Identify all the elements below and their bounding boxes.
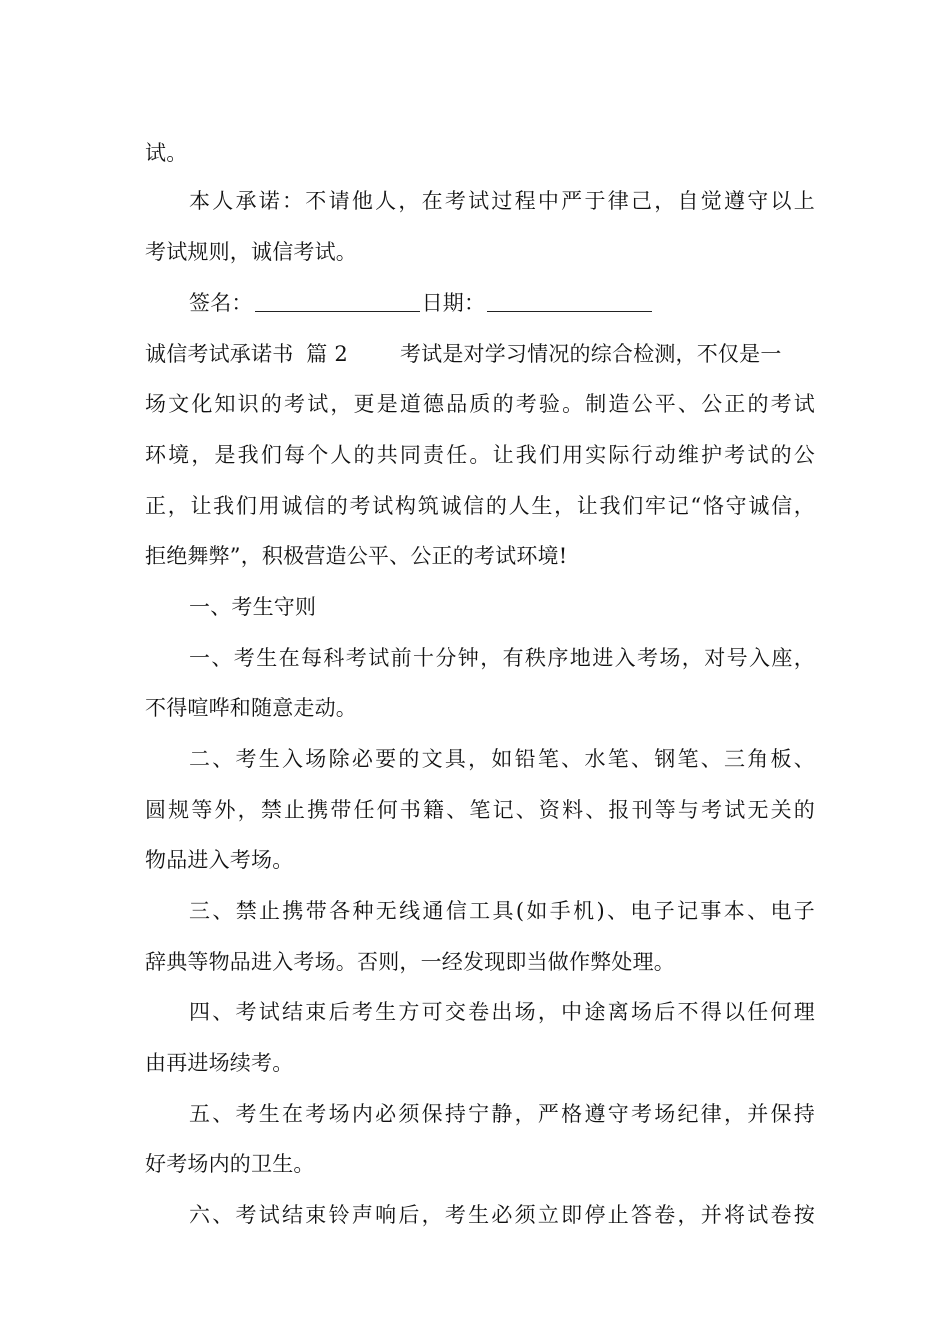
- text-line: 圆规等外，禁止携带任何书籍、笔记、资料、报刊等与考试无关的: [145, 798, 815, 822]
- text-line: 本人承诺：不请他人，在考试过程中严于律己，自觉遵守以上: [189, 189, 815, 213]
- text-line: 一、考生在每科考试前十分钟，有秩序地进入考场，对号入座，: [189, 646, 815, 670]
- text-line: 拒绝舞弊”，积极营造公平、公正的考试环境!: [145, 544, 568, 568]
- text-line: 由再进场续考。: [145, 1051, 294, 1075]
- section-part: 篇 2: [306, 342, 348, 366]
- text-line: 好考场内的卫生。: [145, 1152, 315, 1176]
- text-line: 不得喧哗和随意走动。: [145, 696, 357, 720]
- date-label: 日期：: [421, 291, 486, 315]
- text-line: 环境，是我们每个人的共同责任。让我们用实际行动维护考试的公: [145, 443, 815, 467]
- subheading: 一、考生守则: [189, 595, 317, 619]
- signature-line: [189, 288, 815, 318]
- text-line: 五、考生在考场内必须保持宁静，严格遵守考场纪律，并保持: [189, 1102, 815, 1126]
- date-blank: [487, 289, 652, 312]
- text-line: 场文化知识的考试，更是道德品质的考验。制造公平、公正的考试: [145, 392, 815, 416]
- text-line: 辞典等物品进入考场。否则，一经发现即当做作弊处理。: [145, 950, 675, 974]
- sign-blank: [255, 289, 420, 312]
- section-lead-text: 考试是对学习情况的综合检测，不仅是一: [399, 342, 782, 366]
- text-line: 三、禁止携带各种无线通信工具(如手机)、电子记事本、电子: [189, 899, 815, 923]
- text-line: 正，让我们用诚信的考试构筑诚信的人生，让我们牢记“恪守诚信，: [145, 494, 815, 518]
- text-line: 六、考试结束铃声响后，考生必须立即停止答卷，并将试卷按: [189, 1203, 815, 1227]
- text-line: 二、考生入场除必要的文具，如铅笔、水笔、钢笔、三角板、: [189, 747, 815, 771]
- text-line: 考试规则，诚信考试。: [145, 240, 357, 264]
- text-line: 物品进入考场。: [145, 848, 294, 872]
- text-line: 试。: [145, 141, 188, 165]
- section-title: 诚信考试承诺书: [145, 342, 294, 366]
- sign-label: 签名：: [189, 291, 253, 315]
- text-line: 四、考试结束后考生方可交卷出场，中途离场后不得以任何理: [189, 1000, 815, 1024]
- section-heading-line: [145, 339, 815, 369]
